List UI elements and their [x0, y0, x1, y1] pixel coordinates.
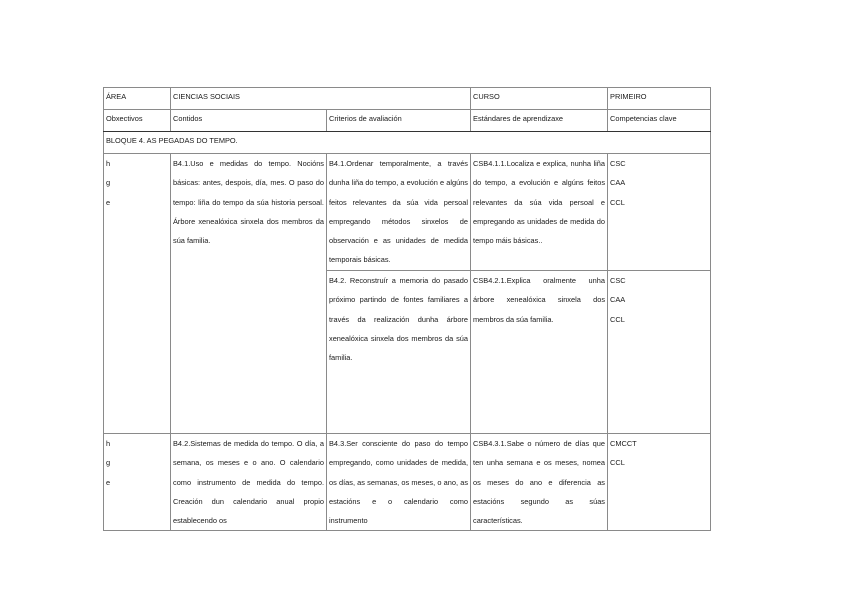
standard-cell: CSB4.2.1.Explica oralmente unha árbore xenealóxica sinxela dos membros da súa familia.: [471, 271, 608, 434]
area-label: ÁREA: [104, 88, 171, 110]
competence-code: CCL: [610, 314, 625, 324]
col-competences: Competencias clave: [608, 110, 711, 132]
col-objectives: Obxectivos: [104, 110, 171, 132]
competence-code: CCL: [610, 458, 625, 468]
criterion-cell: B4.1.Ordenar temporalmente, a través dunha liña do tempo, a evolución e algúns feitos relevantes da súa vida persoal empregando métodos sinxelos de observación e as unidades de medida temporais básicas.: [327, 154, 471, 271]
table-row: [104, 154, 711, 271]
column-header-row: [104, 110, 711, 132]
objectives-cell: [104, 154, 171, 434]
competence-code: CAA: [610, 178, 626, 188]
objective-code: h: [106, 159, 111, 168]
content-cell: B4.1.Uso e medidas do tempo. Nocións básicas: antes, despois, día, mes. O paso do tempo: liña do tempo da súa historia persoal. Árbore xenealóxica sinxela dos membros da súa familia.: [171, 154, 327, 434]
competence-code: CMCCT: [610, 439, 637, 448]
content-cell: B4.2.Sistemas de medida do tempo. O día, a semana, os meses e o ano. O calendario como instrumento de medida do tempo. Creación dun calendario anual propio establecendo os: [171, 434, 327, 531]
standard-cell: CSB4.3.1.Sabe o número de días que ten unha semana e os meses, nomea os meses do ano e diferencia as estacións segundo as súas características.: [471, 434, 608, 531]
competence-code: CSC: [610, 276, 626, 285]
objective-code: g: [106, 458, 111, 468]
objective-code: h: [106, 439, 111, 448]
block-title: BLOQUE 4. AS PEGADAS DO TEMPO.: [104, 132, 711, 154]
table-row: [104, 434, 711, 531]
col-contents: Contidos: [171, 110, 327, 132]
curriculum-table: [103, 87, 711, 531]
competence-code: CSC: [610, 159, 626, 168]
criterion-cell: B4.3.Ser consciente do paso do tempo empregando, como unidades de medida, os días, as semanas, os meses, o ano, as estacións e o calendario como instrumento: [327, 434, 471, 531]
objective-code: g: [106, 178, 111, 188]
curso-value: PRIMEIRO: [608, 88, 711, 110]
header-row: [104, 88, 711, 110]
competences-cell: [608, 154, 711, 271]
competences-cell: [608, 434, 711, 531]
objective-code: e: [106, 197, 111, 207]
curso-label: CURSO: [471, 88, 608, 110]
competence-code: CAA: [610, 295, 626, 305]
standard-cell: CSB4.1.1.Localiza e explica, nunha liña do tempo, a evolución e algúns feitos relevantes da súa vida persoal e empregando as unidades de medida do tempo máis básicas..: [471, 154, 608, 271]
criterion-cell: B4.2. Reconstruír a memoria do pasado próximo partindo de fontes familiares a través da realización dunha árbore xenealóxica sinxela dos membros da súa familia.: [327, 271, 471, 434]
area-value: CIENCIAS SOCIAIS: [171, 88, 471, 110]
objectives-cell: [104, 434, 171, 531]
col-standards: Estándares de aprendizaxe: [471, 110, 608, 132]
block-row: [104, 132, 711, 154]
col-criteria: Criterios de avaliación: [327, 110, 471, 132]
competence-code: CCL: [610, 197, 625, 207]
objective-code: e: [106, 477, 111, 487]
competences-cell: [608, 271, 711, 434]
